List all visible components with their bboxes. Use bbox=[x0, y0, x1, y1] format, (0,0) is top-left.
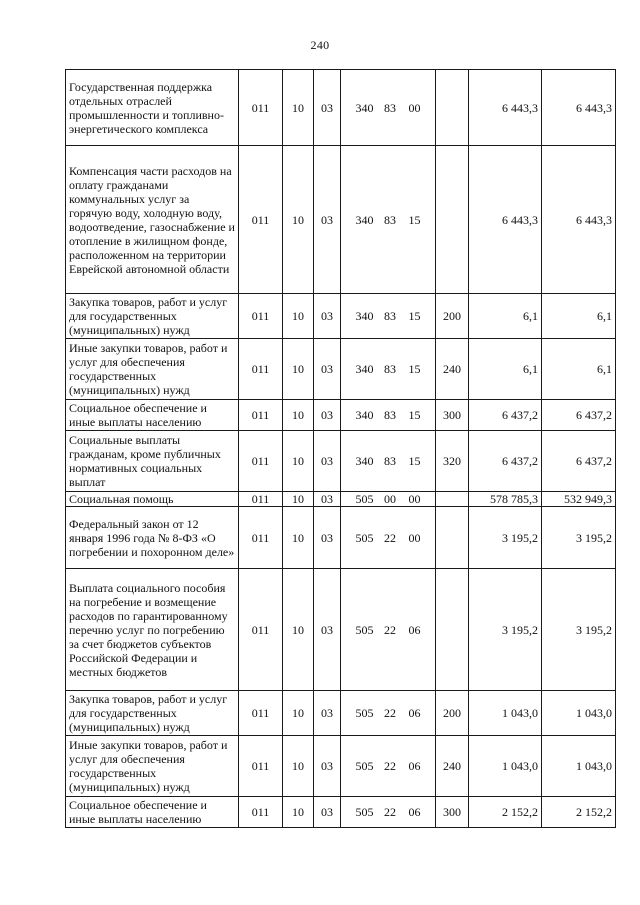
row-name: Социальная помощь bbox=[66, 492, 239, 507]
amount-year-2: 532 949,3 bbox=[542, 492, 616, 507]
row-name: Федеральный закон от 12 января 1996 года № 8-ФЗ «О погребении и похоронном деле» bbox=[66, 507, 239, 569]
subsection-code: 03 bbox=[314, 507, 341, 569]
program-code: 340 bbox=[341, 339, 376, 400]
program-code: 340 bbox=[341, 70, 376, 146]
amount-year-2: 3 195,2 bbox=[542, 569, 616, 691]
page-number: 240 bbox=[310, 38, 330, 52]
subprogram-code: 83 bbox=[376, 146, 405, 294]
subsection-code: 03 bbox=[314, 70, 341, 146]
program-code: 505 bbox=[341, 569, 376, 691]
ministry-code: 011 bbox=[239, 146, 283, 294]
row-name: Государственная поддержка отдельных отраслей промышленности и топливно-энергетического комплекса bbox=[66, 70, 239, 146]
section-code: 10 bbox=[283, 294, 314, 339]
table-row bbox=[66, 507, 616, 569]
row-name: Социальное обеспечение и иные выплаты населению bbox=[66, 400, 239, 431]
section-code: 10 bbox=[283, 691, 314, 736]
program-code: 340 bbox=[341, 146, 376, 294]
ministry-code: 011 bbox=[239, 400, 283, 431]
subprogram-code: 83 bbox=[376, 400, 405, 431]
subsection-code: 03 bbox=[314, 797, 341, 828]
table-row bbox=[66, 797, 616, 828]
program-code: 340 bbox=[341, 294, 376, 339]
program-code: 505 bbox=[341, 507, 376, 569]
row-name: Социальное обеспечение и иные выплаты населению bbox=[66, 797, 239, 828]
item-code: 15 bbox=[405, 400, 436, 431]
expense-type-code bbox=[436, 507, 469, 569]
expense-type-code: 300 bbox=[436, 797, 469, 828]
amount-year-2: 1 043,0 bbox=[542, 691, 616, 736]
subsection-code: 03 bbox=[314, 294, 341, 339]
subsection-code: 03 bbox=[314, 691, 341, 736]
ministry-code: 011 bbox=[239, 339, 283, 400]
item-code: 06 bbox=[405, 736, 436, 797]
row-name: Закупка товаров, работ и услуг для государственных (муниципальных) нужд bbox=[66, 294, 239, 339]
program-code: 505 bbox=[341, 492, 376, 507]
ministry-code: 011 bbox=[239, 507, 283, 569]
item-code: 06 bbox=[405, 569, 436, 691]
section-code: 10 bbox=[283, 736, 314, 797]
section-code: 10 bbox=[283, 146, 314, 294]
subprogram-code: 83 bbox=[376, 294, 405, 339]
section-code: 10 bbox=[283, 507, 314, 569]
row-name: Закупка товаров, работ и услуг для государственных (муниципальных) нужд bbox=[66, 691, 239, 736]
ministry-code: 011 bbox=[239, 492, 283, 507]
section-code: 10 bbox=[283, 339, 314, 400]
ministry-code: 011 bbox=[239, 736, 283, 797]
item-code: 15 bbox=[405, 294, 436, 339]
amount-year-1: 6 443,3 bbox=[469, 146, 542, 294]
amount-year-1: 1 043,0 bbox=[469, 736, 542, 797]
item-code: 00 bbox=[405, 507, 436, 569]
row-name: Выплата социального пособия на погребение и возмещение расходов по гарантированному перечню услуг по погребению за счет бюджетов субъектов Российской Федерации и местных бюджетов bbox=[66, 569, 239, 691]
amount-year-2: 3 195,2 bbox=[542, 507, 616, 569]
amount-year-2: 6,1 bbox=[542, 294, 616, 339]
subprogram-code: 83 bbox=[376, 339, 405, 400]
section-code: 10 bbox=[283, 431, 314, 492]
amount-year-1: 3 195,2 bbox=[469, 507, 542, 569]
subprogram-code: 22 bbox=[376, 691, 405, 736]
section-code: 10 bbox=[283, 569, 314, 691]
subsection-code: 03 bbox=[314, 146, 341, 294]
amount-year-2: 1 043,0 bbox=[542, 736, 616, 797]
row-name: Иные закупки товаров, работ и услуг для обеспечения государственных (муниципальных) нужд bbox=[66, 339, 239, 400]
amount-year-1: 6 437,2 bbox=[469, 400, 542, 431]
subprogram-code: 00 bbox=[376, 492, 405, 507]
amount-year-1: 6 437,2 bbox=[469, 431, 542, 492]
amount-year-2: 2 152,2 bbox=[542, 797, 616, 828]
expense-type-code: 240 bbox=[436, 339, 469, 400]
subsection-code: 03 bbox=[314, 400, 341, 431]
table-body bbox=[66, 70, 616, 828]
row-name: Компенсация части расходов на оплату гражданами коммунальных услуг за горячую воду, холодную воду, водоотведение, газоснабжение и отопление в жилищном фонде, расположенном на территории Еврейской автономной области bbox=[66, 146, 239, 294]
expense-type-code: 200 bbox=[436, 294, 469, 339]
subprogram-code: 22 bbox=[376, 797, 405, 828]
table-row bbox=[66, 736, 616, 797]
amount-year-1: 6,1 bbox=[469, 294, 542, 339]
table-row bbox=[66, 569, 616, 691]
expense-type-code bbox=[436, 146, 469, 294]
amount-year-1: 6 443,3 bbox=[469, 70, 542, 146]
program-code: 505 bbox=[341, 691, 376, 736]
amount-year-1: 3 195,2 bbox=[469, 569, 542, 691]
item-code: 06 bbox=[405, 691, 436, 736]
program-code: 340 bbox=[341, 431, 376, 492]
subprogram-code: 22 bbox=[376, 507, 405, 569]
section-code: 10 bbox=[283, 492, 314, 507]
amount-year-2: 6,1 bbox=[542, 339, 616, 400]
amount-year-2: 6 437,2 bbox=[542, 431, 616, 492]
expense-type-code: 240 bbox=[436, 736, 469, 797]
expense-type-code bbox=[436, 70, 469, 146]
ministry-code: 011 bbox=[239, 431, 283, 492]
item-code: 06 bbox=[405, 797, 436, 828]
table-row bbox=[66, 70, 616, 146]
subprogram-code: 83 bbox=[376, 431, 405, 492]
ministry-code: 011 bbox=[239, 294, 283, 339]
ministry-code: 011 bbox=[239, 70, 283, 146]
table-row bbox=[66, 294, 616, 339]
section-code: 10 bbox=[283, 400, 314, 431]
expense-type-code: 320 bbox=[436, 431, 469, 492]
amount-year-2: 6 443,3 bbox=[542, 70, 616, 146]
amount-year-2: 6 443,3 bbox=[542, 146, 616, 294]
amount-year-1: 578 785,3 bbox=[469, 492, 542, 507]
subprogram-code: 83 bbox=[376, 70, 405, 146]
amount-year-1: 1 043,0 bbox=[469, 691, 542, 736]
subsection-code: 03 bbox=[314, 431, 341, 492]
subsection-code: 03 bbox=[314, 736, 341, 797]
subsection-code: 03 bbox=[314, 492, 341, 507]
row-name: Иные закупки товаров, работ и услуг для обеспечения государственных (муниципальных) нужд bbox=[66, 736, 239, 797]
program-code: 505 bbox=[341, 797, 376, 828]
item-code: 15 bbox=[405, 431, 436, 492]
item-code: 00 bbox=[405, 70, 436, 146]
table-row bbox=[66, 400, 616, 431]
subsection-code: 03 bbox=[314, 339, 341, 400]
item-code: 15 bbox=[405, 339, 436, 400]
expense-type-code bbox=[436, 492, 469, 507]
section-code: 10 bbox=[283, 797, 314, 828]
ministry-code: 011 bbox=[239, 569, 283, 691]
amount-year-1: 6,1 bbox=[469, 339, 542, 400]
item-code: 15 bbox=[405, 146, 436, 294]
table-row bbox=[66, 431, 616, 492]
expense-type-code bbox=[436, 569, 469, 691]
ministry-code: 011 bbox=[239, 691, 283, 736]
section-code: 10 bbox=[283, 70, 314, 146]
program-code: 340 bbox=[341, 400, 376, 431]
table-row bbox=[66, 339, 616, 400]
program-code: 505 bbox=[341, 736, 376, 797]
amount-year-1: 2 152,2 bbox=[469, 797, 542, 828]
budget-table bbox=[65, 69, 616, 828]
subprogram-code: 22 bbox=[376, 569, 405, 691]
table-row bbox=[66, 691, 616, 736]
subsection-code: 03 bbox=[314, 569, 341, 691]
amount-year-2: 6 437,2 bbox=[542, 400, 616, 431]
expense-type-code: 300 bbox=[436, 400, 469, 431]
expense-type-code: 200 bbox=[436, 691, 469, 736]
ministry-code: 011 bbox=[239, 797, 283, 828]
row-name: Социальные выплаты гражданам, кроме публичных нормативных социальных выплат bbox=[66, 431, 239, 492]
item-code: 00 bbox=[405, 492, 436, 507]
table-row bbox=[66, 492, 616, 507]
table-row bbox=[66, 146, 616, 294]
subprogram-code: 22 bbox=[376, 736, 405, 797]
